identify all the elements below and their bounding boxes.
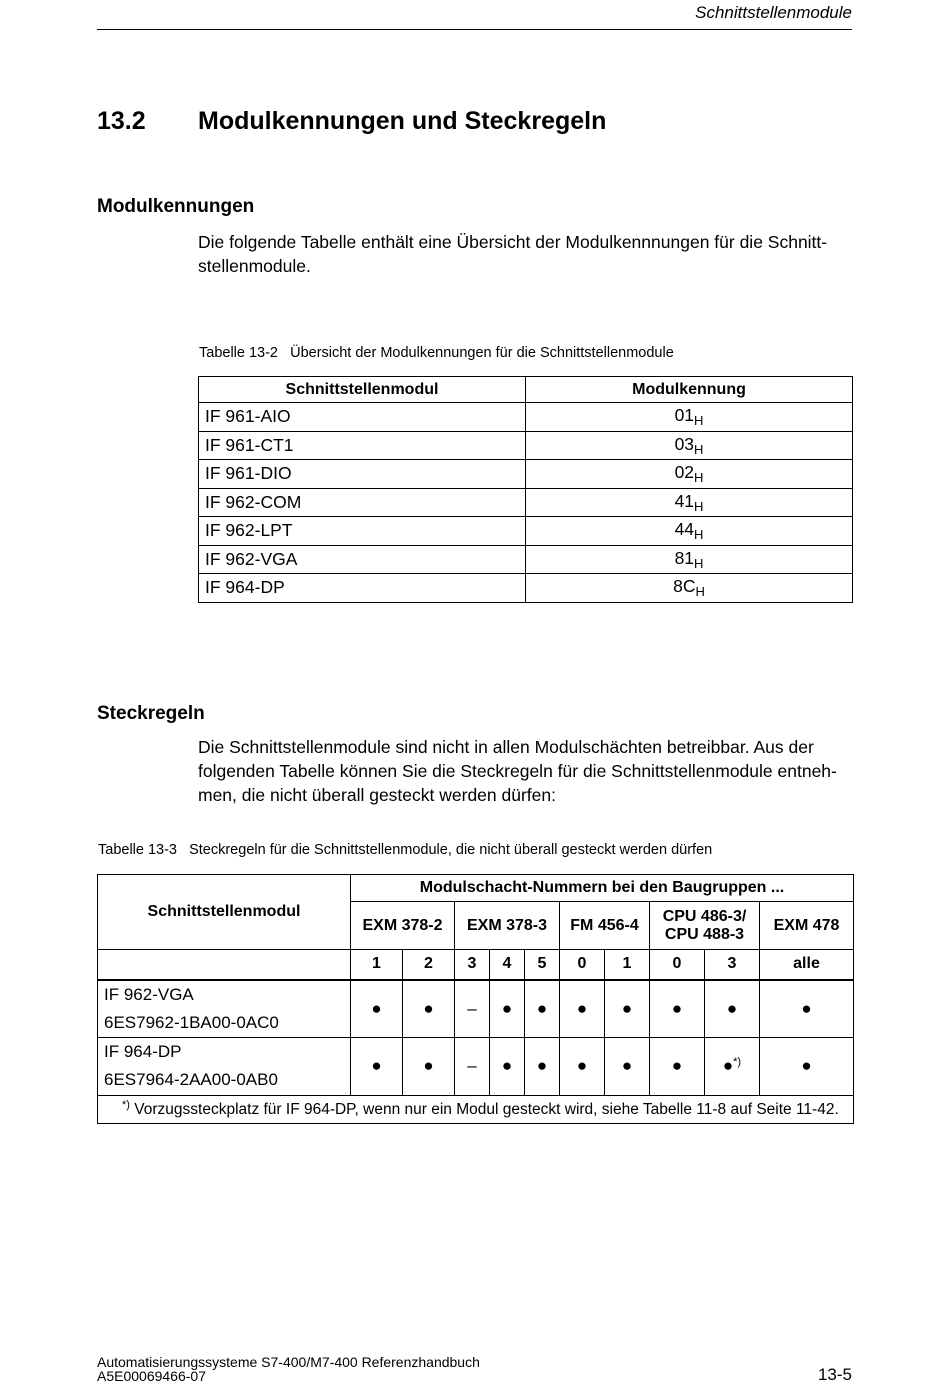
table-row <box>199 545 853 574</box>
footer-publication <box>97 1355 480 1383</box>
slot-cell: ● <box>403 1037 455 1095</box>
slot-cell: – <box>455 980 490 1038</box>
running-header: Schnittstellenmodule <box>695 3 852 22</box>
slot-cell: ● <box>760 980 854 1038</box>
table-row <box>199 517 853 546</box>
subheading-steckregeln: Steckregeln <box>97 703 205 724</box>
slot-cell: ● <box>351 980 403 1038</box>
slot-header-empty <box>98 950 351 980</box>
subheading-modulkennungen: Modulkennungen <box>97 196 255 217</box>
module-name: IF 961-DIO <box>199 460 526 489</box>
module-name: IF 962-COM <box>199 488 526 517</box>
module-code: $02_H$ <box>526 460 853 489</box>
slot-cell: ● <box>525 980 560 1038</box>
table2-caption-text: Steckregeln für die Schnittstellenmodule, die nicht überall gesteckt werden dürfen <box>189 842 713 858</box>
slot-cell: ● <box>705 980 760 1038</box>
group-exm-378-2: EXM 378-2 <box>351 902 455 950</box>
module-cell <box>98 980 351 1038</box>
module-id-table <box>198 376 853 603</box>
group-cpu-486-488: CPU 486-3/ CPU 488-3 <box>650 902 760 950</box>
module-order-number: 6ES7964-2AA00-0AB0 <box>104 1070 278 1089</box>
footer-manual-title: Automatisierungssysteme S7-400/M7-400 Referenzhandbuch <box>97 1354 480 1370</box>
page-number: 13-5 <box>817 1365 852 1384</box>
table1-caption <box>199 345 674 361</box>
table1-header-code: Modulkennung <box>526 377 853 403</box>
table-row <box>199 488 853 517</box>
group-exm-378-3: EXM 378-3 <box>455 902 560 950</box>
module-name: IF 961-CT1 <box>199 431 526 460</box>
module-name: IF 962-VGA <box>104 984 194 1004</box>
slot-cell: ● <box>605 980 650 1038</box>
slot-cell: ● <box>650 1037 705 1095</box>
slot-number: 1 <box>351 950 403 980</box>
slot-cell: ● <box>605 1037 650 1095</box>
slot-cell: ● <box>760 1037 854 1095</box>
slot-number: alle <box>760 950 854 980</box>
module-order-number: 6ES7962-1BA00-0AC0 <box>104 1012 279 1032</box>
table2-group-header: Modulschacht-Nummern bei den Baugruppen ... <box>351 875 854 902</box>
table-row <box>199 431 853 460</box>
section-number: 13.2 <box>97 107 146 135</box>
footnote-row <box>98 1095 854 1123</box>
module-name: IF 961-AIO <box>199 403 526 432</box>
paragraph-line: Die folgende Tabelle enthält eine Übersicht der Modulkennnungen für die Schnitt- <box>198 232 828 252</box>
slot-number: 4 <box>490 950 525 980</box>
footer-order-number: A5E00069466-07 <box>97 1368 206 1384</box>
module-code: $41_H$ <box>526 488 853 517</box>
module-code: $44_H$ <box>526 517 853 546</box>
table2-caption-label: Tabelle 13-3 <box>98 842 177 858</box>
module-code: $81_H$ <box>526 545 853 574</box>
slot-cell: ● <box>560 1037 605 1095</box>
module-name: IF 962-LPT <box>199 517 526 546</box>
paragraph-line: men, die nicht überall gesteckt werden dürfen: <box>198 785 556 805</box>
module-name: IF 964-DP <box>199 574 526 603</box>
slot-rules-table <box>97 874 854 1124</box>
table-row <box>98 980 854 1038</box>
slot-number: 0 <box>560 950 605 980</box>
slot-number: 3 <box>455 950 490 980</box>
paragraph-line: Die Schnittstellenmodule sind nicht in allen Modulschächten betreibbar. Aus der <box>198 737 814 757</box>
table-row <box>199 460 853 489</box>
header-rule <box>97 29 852 30</box>
module-code: $03_H$ <box>526 431 853 460</box>
paragraph-line: stellenmodule. <box>198 256 311 276</box>
table1-caption-label: Tabelle 13-2 <box>199 345 278 361</box>
slot-cell: ● <box>490 980 525 1038</box>
modulkennungen-paragraph <box>198 230 853 278</box>
footnote-marker: *) <box>733 1056 742 1068</box>
section-title: Modulkennungen und Steckregeln <box>198 107 607 135</box>
slot-number: 0 <box>650 950 705 980</box>
slot-cell: ● <box>403 980 455 1038</box>
paragraph-line: folgenden Tabelle können Sie die Steckregeln für die Schnittstellenmodule entneh- <box>198 761 837 781</box>
slot-cell: – <box>455 1037 490 1095</box>
table1-caption-text: Übersicht der Modulkennungen für die Schnittstellenmodule <box>290 345 674 361</box>
slot-cell: ● <box>351 1037 403 1095</box>
module-code: $01_H$ <box>526 403 853 432</box>
module-name: IF 962-VGA <box>199 545 526 574</box>
module-name: IF 964-DP <box>104 1042 182 1061</box>
slot-number: 1 <box>605 950 650 980</box>
group-fm-456-4: FM 456-4 <box>560 902 650 950</box>
table2-caption <box>98 842 712 858</box>
table-footnote: *) Vorzugssteckplatz für IF 964-DP, wenn nur ein Modul gesteckt wird, siehe Tabelle 11-8 auf Seite 11-42. <box>98 1095 854 1123</box>
slot-cell: ● <box>525 1037 560 1095</box>
slot-cell: ●*) <box>705 1037 760 1095</box>
table1-header-module: Schnittstellenmodul <box>199 377 526 403</box>
steckregeln-paragraph <box>198 735 853 807</box>
table-row <box>98 1037 854 1095</box>
slot-number: 5 <box>525 950 560 980</box>
slot-cell: ● <box>650 980 705 1038</box>
slot-cell: ● <box>490 1037 525 1095</box>
slot-number: 3 <box>705 950 760 980</box>
group-exm-478: EXM 478 <box>760 902 854 950</box>
module-code: $8C_H$ <box>526 574 853 603</box>
slot-cell: ● <box>560 980 605 1038</box>
table-row <box>199 574 853 603</box>
module-cell <box>98 1037 351 1095</box>
table-row <box>199 403 853 432</box>
table2-header-module: Schnittstellenmodul <box>98 875 351 950</box>
slot-number: 2 <box>403 950 455 980</box>
